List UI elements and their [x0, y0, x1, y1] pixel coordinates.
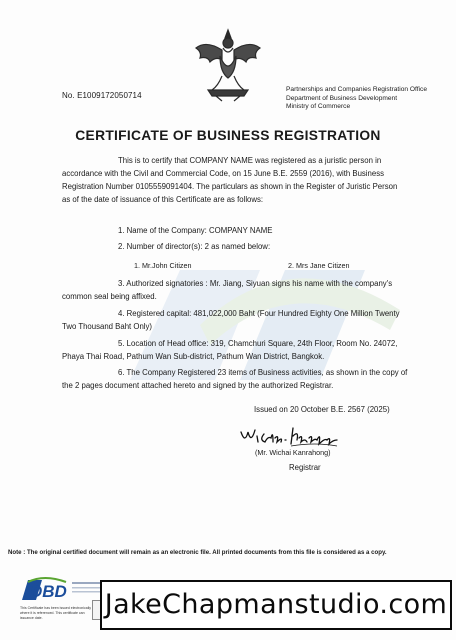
item-directors: 2. Number of director(s): 2 as named below:	[118, 242, 271, 251]
item-business-activities: the 2 pages document attached hereto and signed by the authorized Registrar.	[62, 381, 334, 390]
intro-line: Registration Number 0105559091404. The particulars as shown in the Register of Juristic Person	[62, 182, 398, 191]
office-line: Ministry of Commerce	[286, 103, 351, 110]
garuda-emblem-icon	[192, 26, 264, 102]
registrar-title: Registrar	[289, 463, 321, 472]
director-2: 2. Mrs Jane Citizen	[288, 261, 350, 270]
footer-note-line: This Certificate has been issued electronically	[20, 606, 92, 610]
item-head-office: Phaya Thai Road, Pathum Wan Sub-district, Pathum Wan District, Bangkok.	[62, 352, 325, 361]
item-signatories: 3. Authorized signatories : Mr. Jiang, Siyuan signs his name with the company's	[118, 279, 393, 288]
intro-line: This is to certify that COMPANY NAME was registered as a juristic person in	[118, 156, 382, 165]
item-signatories: common seal being affixed.	[62, 292, 157, 301]
registrar-signature-icon	[237, 418, 341, 452]
issuing-office	[286, 86, 427, 112]
certificate-title: CERTIFICATE OF BUSINESS REGISTRATION	[75, 128, 381, 143]
registrar-name: (Mr. Wichai Kanrahong)	[255, 448, 331, 457]
footer-note-line: issuance date.	[20, 616, 43, 620]
office-line: Department of Business Development	[286, 94, 398, 102]
issue-date: Issued on 20 October B.E. 2567 (2025)	[254, 405, 390, 414]
item-business-activities: 6. The Company Registered 23 items of Business activities, as shown in the copy of	[118, 368, 408, 377]
dbd-logo-text: DBD	[30, 582, 67, 601]
copy-note: Note : The original certified document will remain as an electronic file. All printed documents from this file is considered as a copy.	[8, 549, 387, 556]
intro-line: accordance with the Civil and Commercial Code, on 15 June B.E. 2559 (2016), with Business	[62, 169, 385, 178]
footer-note-line: where it is referenced. This certificate can	[20, 611, 85, 615]
watermark-banner: JakeChapmanstudio.com	[100, 580, 452, 630]
intro-line: as of the date of issuance of this Certificate are as follows:	[62, 195, 264, 204]
director-1: 1. Mr.John Citizen	[134, 261, 192, 270]
document-number: No. E1009172050714	[62, 91, 142, 100]
item-head-office: 5. Location of Head office: 319, Chamchuri Square, 24th Floor, Room No. 24072,	[118, 339, 398, 348]
item-company-name: 1. Name of the Company: COMPANY NAME	[118, 226, 273, 235]
office-line: Partnerships and Companies Registration Office	[286, 86, 427, 93]
item-capital: 4. Registered capital: 481,022,000 Baht (Four Hundred Eighty One Million Twenty	[118, 309, 400, 318]
item-capital: Two Thousand Baht Only)	[62, 322, 153, 331]
